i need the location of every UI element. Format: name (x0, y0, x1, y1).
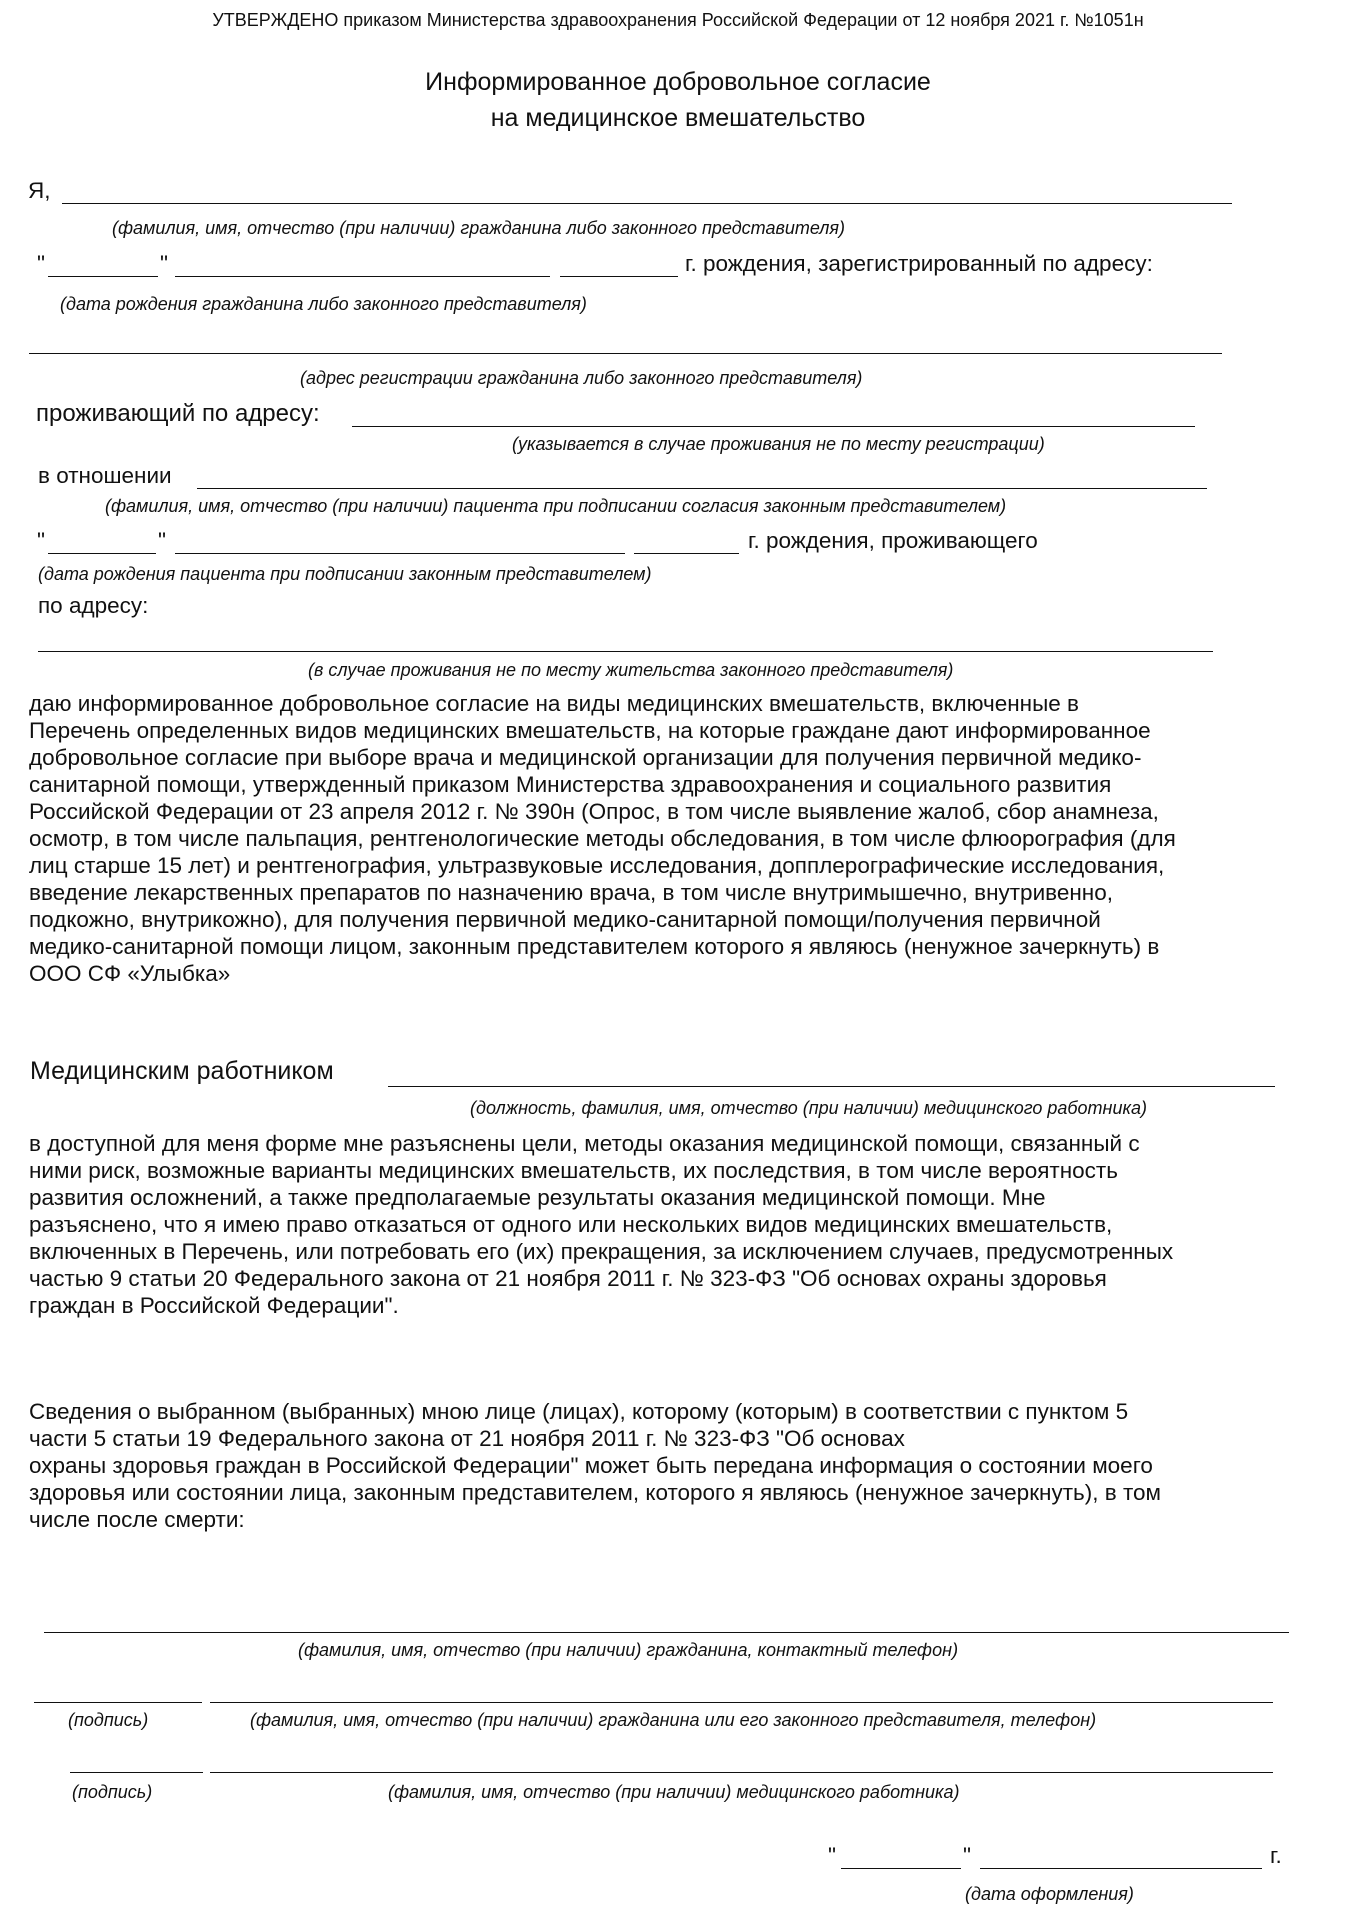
patient-birth-day-line[interactable] (48, 553, 156, 554)
citizen-fio-phone-line[interactable] (210, 1702, 1273, 1703)
hint-not-reg-place: (указывается в случае проживания не по месту регистрации) (512, 434, 1045, 454)
hint-signature-2: (подпись) (72, 1782, 153, 1802)
document-title-line2: на медицинское вмешательство (490, 104, 866, 132)
patient-birth-month-line[interactable] (175, 553, 625, 554)
hint-not-rep-residence: (в случае проживания не по месту жительства законного представителя) (308, 660, 954, 680)
patient-birth-tail-label: г. рождения, проживающего (748, 528, 1038, 553)
birth-month-line[interactable] (175, 276, 550, 277)
consent-line: даю информированное добровольное согласие на виды медицинских вмешательств, включенные в (29, 691, 1079, 716)
label-living: проживающий по адресу: (36, 400, 320, 427)
explained-paragraph (29, 1130, 1329, 1319)
quote-close-1: " (160, 251, 168, 276)
patient-birth-year-line[interactable] (634, 553, 739, 554)
quote-open-1: " (37, 251, 45, 276)
consent-line: введение лекарственных препаратов по назначению врача, в том числе внутримышечно, внутривенно, (29, 880, 1113, 905)
explained-line: разъяснено, что я имею право отказаться от одного или нескольких видов медицинских вмешательств, (29, 1212, 1113, 1237)
quote-open-2: " (37, 528, 45, 553)
hint-birth-date-citizen: (дата рождения гражданина либо законного представителя) (60, 294, 587, 314)
explained-line: развития осложнений, а также предполагаемые результаты оказания медицинской помощи. Мне (29, 1185, 1046, 1210)
date-month-year-line[interactable] (980, 1868, 1262, 1869)
birth-day-line[interactable] (48, 276, 158, 277)
birth-year-line[interactable] (560, 276, 678, 277)
info-line: охраны здоровья граждан в Российской Федерации" может быть передана информация о состоянии моего (29, 1453, 1153, 1478)
info-line: Сведения о выбранном (выбранных) мною лице (лицах), которому (которым) в соответствии с пунктом 5 (29, 1399, 1129, 1424)
label-by-address: по адресу: (38, 593, 149, 618)
explained-line: в доступной для меня форме мне разъяснены цели, методы оказания медицинской помощи, связанный с (29, 1131, 1140, 1156)
info-line: части 5 статьи 19 Федерального закона от 21 ноября 2011 г. № 323-ФЗ "Об основах (29, 1426, 905, 1451)
hint-birth-date-patient: (дата рождения пациента при подписании законным представителем) (38, 564, 652, 584)
living-address-line[interactable] (352, 426, 1195, 427)
consent-line: Перечень определенных видов медицинских вмешательств, на которые граждане дают информированное (29, 718, 1151, 743)
hint-fio-patient: (фамилия, имя, отчество (при наличии) пациента при подписании согласия законным представителем) (105, 496, 1007, 516)
citizen-signature-line[interactable] (34, 1702, 202, 1703)
hint-signature-1: (подпись) (68, 1710, 149, 1730)
approval-header: УТВЕРЖДЕНО приказом Министерства здравоохранения Российской Федерации от 12 ноября 2021 г. №1051н (212, 10, 1144, 30)
quote-close-3: " (963, 1843, 971, 1868)
consent-line: добровольное согласие при выборе врача и медицинской организации для получения первичной медико- (29, 745, 1142, 770)
consent-paragraph (29, 690, 1329, 987)
birth-tail-label: г. рождения, зарегистрированный по адресу: (685, 251, 1153, 276)
quote-open-3: " (828, 1843, 836, 1868)
explained-line: включенных в Перечень, или потребовать его (их) прекращения, за исключением случаев, предусмотренных (29, 1239, 1174, 1264)
consent-line: осмотр, в том числе пальпация, рентгенологические методы обследования, в том числе флюорография (для (29, 826, 1176, 851)
quote-close-2: " (158, 528, 166, 553)
hint-fio-citizen: (фамилия, имя, отчество (при наличии) гражданина либо законного представителя) (112, 218, 846, 238)
patient-address-line[interactable] (38, 651, 1213, 652)
reg-address-line[interactable] (29, 353, 1222, 354)
hint-fio-citizen-phone: (фамилия, имя, отчество (при наличии) гражданина или его законного представителя, телефон) (250, 1710, 1097, 1730)
hint-reg-address: (адрес регистрации гражданина либо законного представителя) (300, 368, 863, 388)
consent-line: ООО СФ «Улыбка» (29, 961, 231, 986)
document-title-line1: Информированное добровольное согласие (425, 68, 931, 96)
date-suffix: г. (1270, 1843, 1282, 1868)
consent-line: лиц старше 15 лет) и рентгенография, ультразвуковые исследования, допплерографические исследования, (29, 853, 1165, 878)
info-paragraph (29, 1398, 1329, 1533)
info-line: здоровья или состоянии лица, законным представителем, которого я являюсь (ненужное зачеркнуть), в том (29, 1480, 1161, 1505)
label-regarding: в отношении (38, 463, 172, 488)
consent-line: медико-санитарной помощи лицом, законным представителем которого я являюсь (ненужное зачеркнуть) в (29, 934, 1160, 959)
med-worker-signature-line[interactable] (70, 1772, 203, 1773)
patient-name-line[interactable] (197, 488, 1207, 489)
hint-fio-contact: (фамилия, имя, отчество (при наличии) гражданина, контактный телефон) (298, 1640, 959, 1660)
explained-line: граждан в Российской Федерации". (29, 1293, 399, 1318)
citizen-name-line[interactable] (62, 203, 1232, 204)
med-worker-fio-line[interactable] (210, 1772, 1273, 1773)
consent-line: подкожно, внутрикожно), для получения первичной медико-санитарной помощи/получения первичной (29, 907, 1101, 932)
label-ya: Я, (28, 178, 51, 203)
label-med-worker: Медицинским работником (30, 1057, 334, 1085)
explained-line: ними риск, возможные варианты медицинских вмешательств, их последствия, в том числе вероятность (29, 1158, 1118, 1183)
med-worker-line[interactable] (388, 1086, 1275, 1087)
hint-med-worker-pos: (должность, фамилия, имя, отчество (при наличии) медицинского работника) (470, 1098, 1147, 1118)
date-day-line[interactable] (841, 1868, 961, 1869)
consent-line: санитарной помощи, утвержденный приказом Министерства здравоохранения и социального развития (29, 772, 1112, 797)
info-line: числе после смерти: (29, 1507, 245, 1532)
consent-line: Российской Федерации от 23 апреля 2012 г. № 390н (Опрос, в том числе выявление жалоб, сбор анамнеза, (29, 799, 1159, 824)
trusted-person-line[interactable] (44, 1632, 1289, 1633)
hint-fio-med-worker: (фамилия, имя, отчество (при наличии) медицинского работника) (388, 1782, 960, 1802)
explained-line: частью 9 статьи 20 Федерального закона от 21 ноября 2011 г. № 323-ФЗ "Об основах охраны здоровья (29, 1266, 1107, 1291)
hint-date-issue: (дата оформления) (965, 1884, 1134, 1904)
